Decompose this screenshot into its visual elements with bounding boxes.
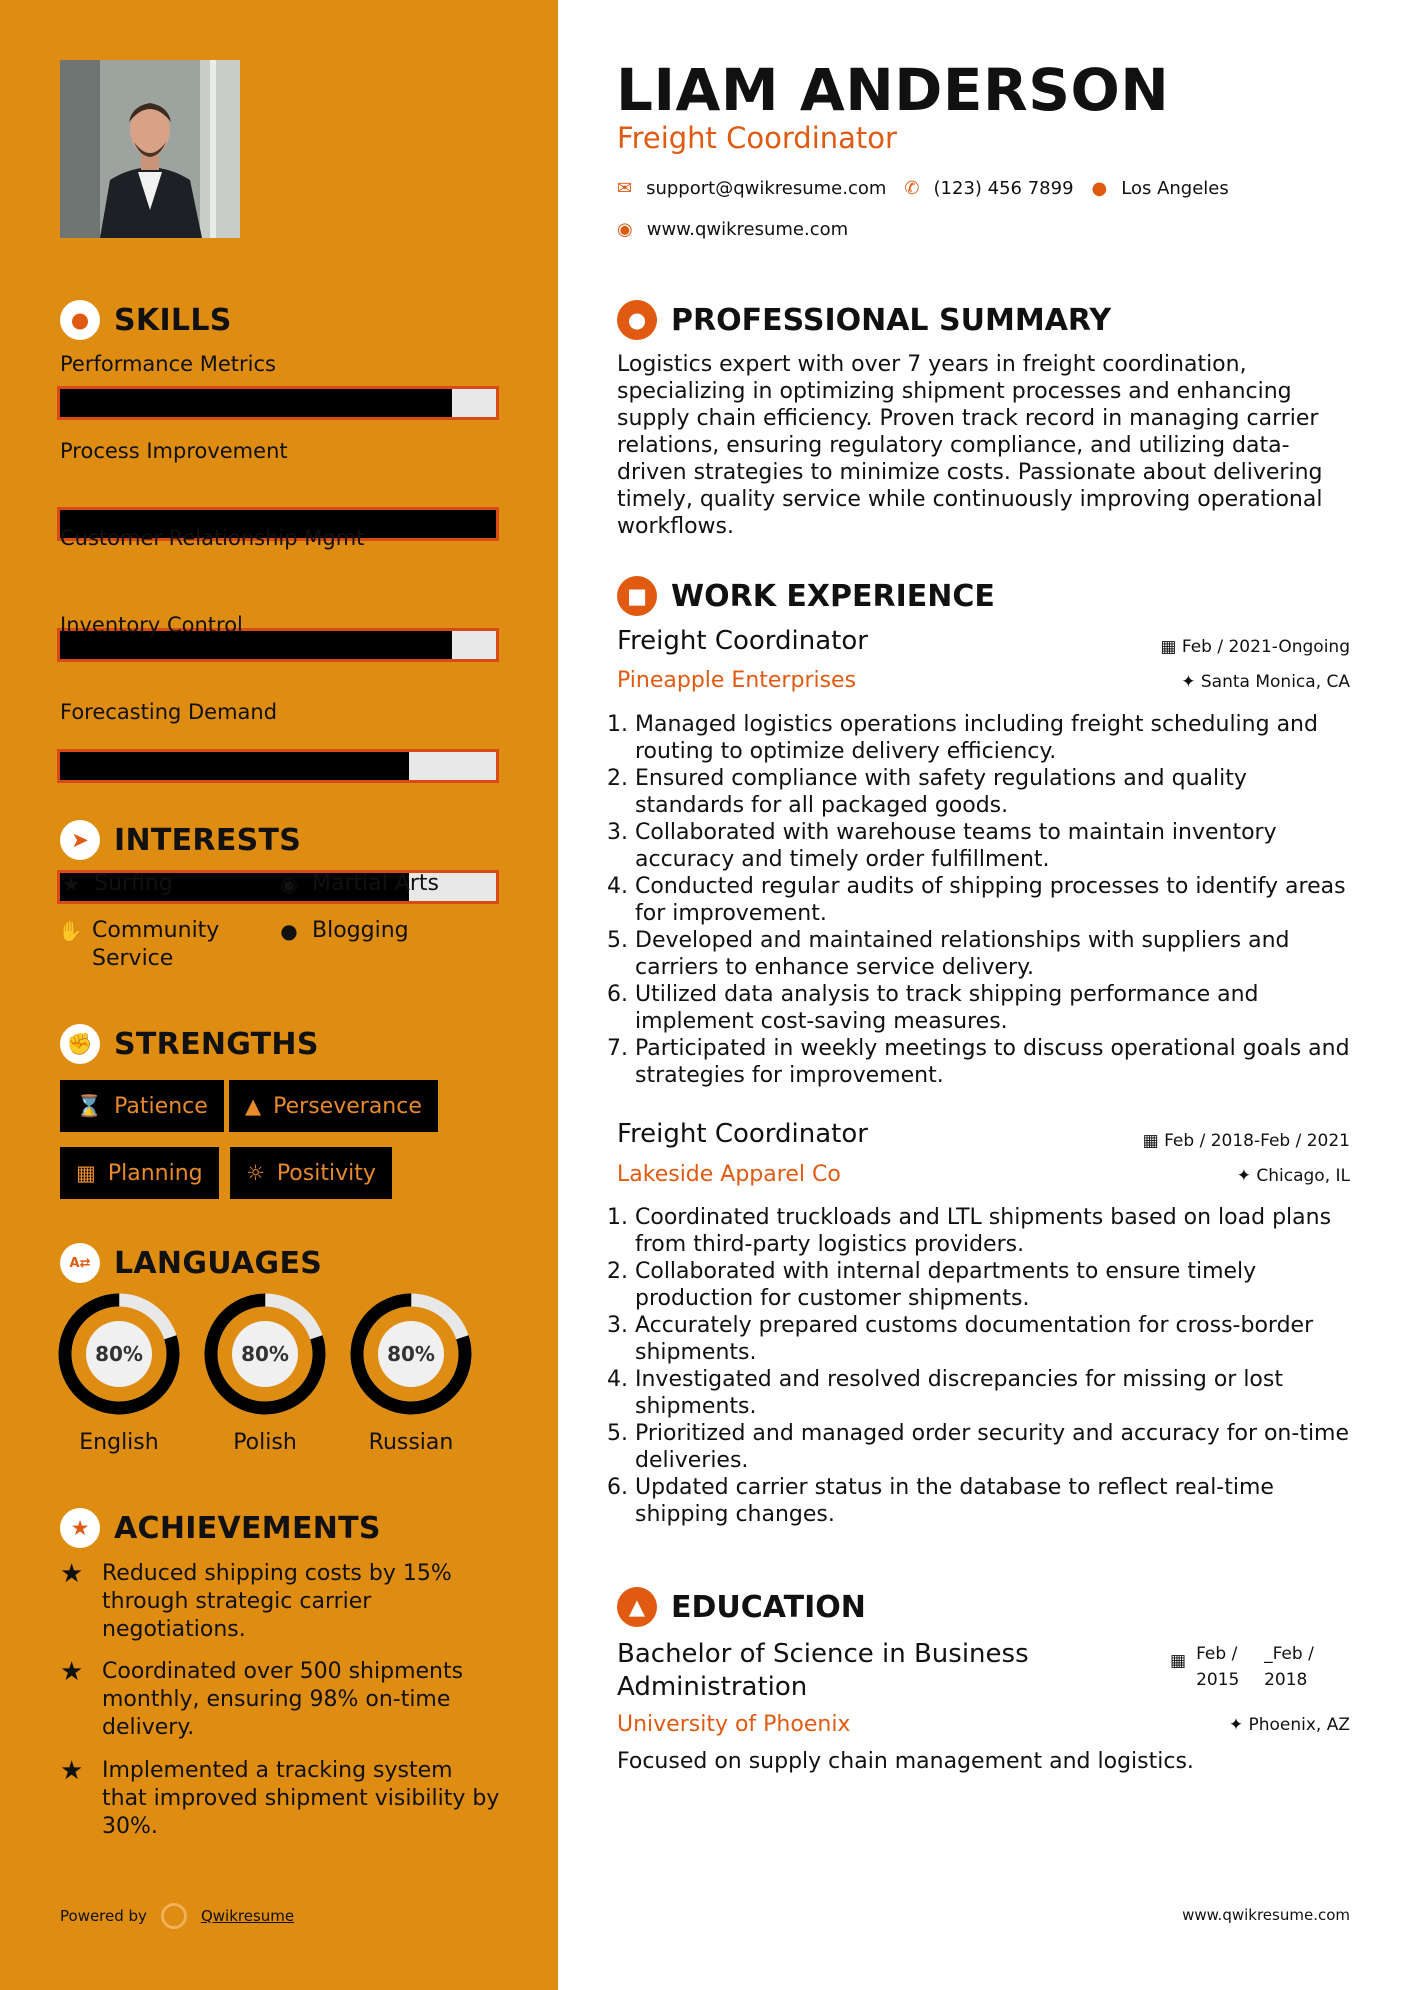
map-pin-icon: ●	[1091, 178, 1108, 199]
hourglass-icon: ⌛	[76, 1093, 103, 1118]
language-ring	[203, 1292, 327, 1416]
qwikresume-logo-icon	[161, 1903, 187, 1929]
achievements-title: ACHIEVEMENTS	[114, 1510, 381, 1546]
experience-title: WORK EXPERIENCE	[671, 578, 995, 614]
star-icon: ★	[60, 1559, 84, 1589]
job-bullet: 2. Ensured compliance with safety regulations and quality standards for all packaged goods.	[635, 765, 1357, 819]
job-location	[1181, 672, 1350, 692]
job-location-text: Chicago, IL	[1256, 1166, 1350, 1186]
road-icon: ▲	[245, 1094, 262, 1118]
achievement-text: Coordinated over 500 shipments monthly, ensuring 98% on-time delivery.	[102, 1659, 464, 1740]
skill-label: Customer Relationship Mgmt	[60, 526, 365, 550]
achievement-item	[60, 1757, 500, 1841]
phone[interactable]: (123) 456 7899	[933, 178, 1074, 199]
job-bullets	[617, 711, 1357, 1089]
hand-icon: ✋	[58, 919, 83, 943]
language-label: English	[79, 1430, 159, 1455]
interest-item	[60, 870, 280, 898]
globe-icon: ◉	[280, 872, 298, 896]
job-date	[1143, 1131, 1350, 1151]
pin-icon: ✦	[1228, 1715, 1249, 1735]
education-description: Focused on supply chain management and logistics.	[617, 1749, 1194, 1774]
strengths-heading	[60, 1024, 319, 1064]
star-icon: ★	[62, 872, 80, 896]
language-icon: A⇄	[60, 1243, 100, 1283]
language-item	[203, 1292, 327, 1455]
language-percent: 80%	[241, 1342, 289, 1366]
achievement-item	[60, 1560, 500, 1644]
calendar-icon: ▦	[1170, 1651, 1187, 1671]
summary-text: Logistics expert with over 7 years in freight coordination, specializing in optimizing shipment processes and enhancing supply chain efficiency. Proven track record in managing carrier relations, ensuring regulatory compliance, and utilizing data-driven strategies to minimize costs. Passionate about delivering timely, quality service while continuously improving operational workflows.	[617, 352, 1323, 539]
interest-label: Surfing	[94, 871, 173, 896]
degree: Bachelor of Science in Business Administration	[617, 1639, 1029, 1702]
language-ring	[349, 1292, 473, 1416]
job-company: Lakeside Apparel Co	[617, 1162, 841, 1187]
skill-label: Process Improvement	[60, 439, 288, 463]
skill-label: Performance Metrics	[60, 352, 276, 376]
education-location-text: Phoenix, AZ	[1248, 1715, 1350, 1735]
language-label: Russian	[368, 1430, 454, 1455]
interest-item	[278, 917, 518, 945]
achievements-heading	[60, 1508, 381, 1548]
job-bullet: 4. Conducted regular audits of shipping processes to identify areas for improvement.	[635, 873, 1357, 927]
strength-chip	[60, 1147, 219, 1199]
candidate-name: LIAM ANDERSON	[616, 56, 1170, 124]
job-bullet: 1. Coordinated truckloads and LTL shipments based on load plans from third-party logistics providers.	[635, 1204, 1357, 1258]
main-content	[558, 0, 1407, 1990]
pin-icon: ✦	[1236, 1166, 1257, 1186]
avatar	[60, 60, 240, 238]
briefcase-icon: ■	[617, 576, 657, 616]
job-title: Freight Coordinator	[617, 121, 897, 155]
paper-plane-icon: ➤	[60, 820, 100, 860]
job-bullet: 6. Updated carrier status in the database to reflect real-time shipping changes.	[635, 1474, 1357, 1528]
strength-chip	[230, 1147, 392, 1199]
calendar-icon: ▦	[76, 1161, 96, 1185]
achievement-text: Implemented a tracking system that improved shipment visibility by 30%.	[102, 1758, 500, 1839]
education-end: _Feb / 2018	[1264, 1644, 1314, 1690]
envelope-icon: ✉	[617, 178, 633, 199]
website[interactable]: www.qwikresume.com	[646, 219, 849, 240]
email[interactable]: support@qwikresume.com	[646, 178, 887, 199]
language-percent: 80%	[95, 1342, 143, 1366]
medal-icon: ★	[60, 1508, 100, 1548]
interest-label: Community Service	[92, 918, 220, 971]
interest-item	[278, 870, 518, 898]
strength-label: Planning	[107, 1160, 203, 1186]
skill-bar-fill	[60, 389, 452, 417]
user-icon: ●	[617, 300, 657, 340]
job-bullet: 5. Prioritized and managed order security and accuracy for on-time deliveries.	[635, 1420, 1357, 1474]
job-location-text: Santa Monica, CA	[1200, 672, 1350, 692]
skill-bar-fill	[60, 752, 409, 780]
location: Los Angeles	[1121, 178, 1229, 199]
powered-by-text: Powered by	[60, 1907, 147, 1925]
job-bullets	[617, 1204, 1357, 1528]
school: University of Phoenix	[617, 1712, 851, 1737]
interests-heading	[60, 820, 301, 860]
skill-bar	[57, 749, 499, 783]
language-item	[57, 1292, 181, 1455]
job-bullet: 2. Collaborated with internal departments to ensure timely production for customer shipments.	[635, 1258, 1357, 1312]
skills-heading	[60, 300, 232, 340]
job-bullet: 5. Developed and maintained relationships with suppliers and carriers to enhance service delivery.	[635, 927, 1357, 981]
star-icon: ★	[60, 1657, 84, 1687]
education-location	[1229, 1715, 1350, 1735]
pin-icon: ✦	[1181, 672, 1201, 692]
achievement-text: Reduced shipping costs by 15% through strategic carrier negotiations.	[102, 1561, 452, 1642]
summary-title: PROFESSIONAL SUMMARY	[671, 302, 1112, 338]
job-bullet: 4. Investigated and resolved discrepancies for missing or lost shipments.	[635, 1366, 1357, 1420]
interest-label: Blogging	[312, 918, 409, 943]
education-start: Feb / 2015	[1196, 1644, 1240, 1690]
strength-chip	[60, 1080, 224, 1132]
job-date-text: Feb / 2021-Ongoing	[1181, 637, 1350, 657]
website-row	[617, 219, 848, 240]
language-item	[349, 1292, 473, 1455]
job-bullet: 1. Managed logistics operations including freight scheduling and routing to optimize delivery efficiency.	[635, 711, 1357, 765]
experience-heading	[617, 576, 995, 616]
languages-title: LANGUAGES	[114, 1245, 323, 1281]
sidebar	[0, 0, 558, 1990]
job-position: Freight Coordinator	[617, 1119, 868, 1149]
star-icon: ★	[60, 1756, 84, 1786]
interests-title: INTERESTS	[114, 822, 302, 858]
summary-heading	[617, 300, 1111, 340]
education-title: EDUCATION	[671, 1589, 866, 1625]
skill-label: Inventory Control	[60, 613, 243, 637]
strength-chip	[229, 1080, 438, 1132]
job-date	[1160, 637, 1350, 657]
education-heading	[617, 1587, 866, 1627]
strength-label: Perseverance	[273, 1093, 422, 1119]
languages-heading	[60, 1243, 322, 1283]
sun-icon: ☼	[246, 1161, 265, 1185]
language-label: Polish	[233, 1430, 297, 1455]
language-percent: 80%	[387, 1342, 435, 1366]
language-ring	[57, 1292, 181, 1416]
education-date	[1170, 1641, 1326, 1693]
footer-site[interactable]: www.qwikresume.com	[1182, 1906, 1350, 1924]
job-bullet: 3. Collaborated with warehouse teams to maintain inventory accuracy and timely order fulfillment.	[635, 819, 1357, 873]
lightbulb-icon: ●	[60, 300, 100, 340]
skill-label: Forecasting Demand	[60, 700, 278, 724]
calendar-icon: ▦	[1160, 637, 1182, 657]
job-bullet: 7. Participated in weekly meetings to discuss operational goals and strategies for improvement.	[635, 1035, 1357, 1089]
job-bullet: 6. Utilized data analysis to track shipping performance and implement cost-saving measures.	[635, 981, 1357, 1035]
users-icon: ●	[280, 919, 298, 943]
strength-label: Positivity	[276, 1160, 376, 1186]
contact-row	[617, 178, 1229, 199]
job-date-text: Feb / 2018-Feb / 2021	[1164, 1131, 1350, 1151]
profile-photo	[60, 60, 240, 238]
phone-icon: ✆	[904, 178, 920, 199]
strength-label: Patience	[114, 1093, 208, 1119]
fist-icon: ✊	[60, 1024, 100, 1064]
calendar-icon: ▦	[1142, 1131, 1165, 1151]
interest-label: Martial Arts	[312, 871, 440, 896]
job-position: Freight Coordinator	[617, 626, 868, 656]
achievement-item	[60, 1658, 500, 1742]
job-bullet: 3. Accurately prepared customs documentation for cross-border shipments.	[635, 1312, 1357, 1366]
job-location	[1237, 1166, 1350, 1186]
interest-item	[58, 917, 258, 973]
skill-bar	[57, 386, 499, 420]
skills-title: SKILLS	[114, 302, 232, 338]
footer-left	[60, 1903, 294, 1929]
brand-link[interactable]: Qwikresume	[200, 1907, 295, 1925]
strengths-title: STRENGTHS	[114, 1026, 319, 1062]
globe-icon: ◉	[617, 219, 633, 240]
job-company: Pineapple Enterprises	[617, 668, 857, 693]
graduation-icon: ▲	[617, 1587, 657, 1627]
